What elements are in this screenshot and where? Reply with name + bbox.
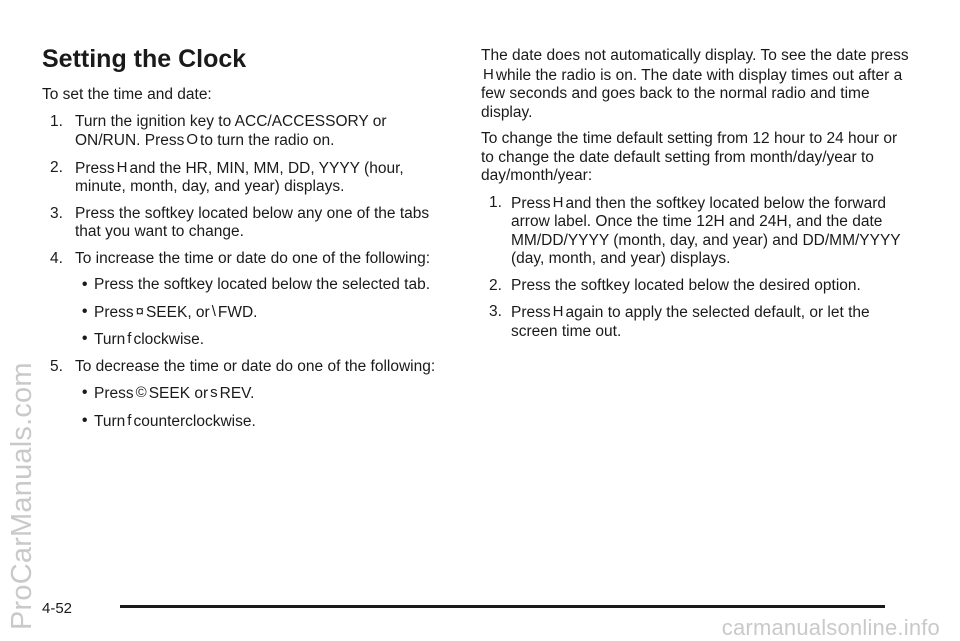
clock-icon: H <box>116 158 128 176</box>
bullet-item: • Turn f counterclockwise. <box>82 411 256 430</box>
step-4: 4. To increase the time or date do one of the following: <box>50 249 430 267</box>
bullet-dot: • <box>82 302 88 320</box>
bullet-dot: • <box>82 411 88 429</box>
page-number: 4-52 <box>42 600 73 617</box>
step-1: 1. Turn the ignition key to ACC/ACCESSORY or ON/RUN. Press O to turn the radio on. <box>50 112 387 149</box>
step-3: 3. Press the softkey located below any one of the tabs that you want to change. <box>50 204 430 240</box>
power-icon: O <box>186 131 199 148</box>
bullet-item: • Turn f clockwise. <box>82 330 205 348</box>
tune-knob-icon: f <box>127 411 132 429</box>
bullet-dot: • <box>82 276 88 293</box>
left-column <box>42 44 452 439</box>
side-watermark: ProCarManuals.com <box>6 362 38 630</box>
bullet-item: • Press © SEEK or s REV. <box>82 384 255 402</box>
step-5: 5. To decrease the time or date do one of the following: <box>50 357 436 375</box>
right-column <box>481 47 911 349</box>
right-step-2: 2. Press the softkey located below the desired option. <box>489 276 861 294</box>
clock-icon: H <box>552 193 564 211</box>
bullet-item: • Press the softkey located below the selected tab. <box>82 276 431 293</box>
tune-knob-icon: f <box>127 330 132 347</box>
step-2: 2. Press H and the HR, MIN, MM, DD, YYYY (hour, minute, month, day, and year) displays. <box>50 158 404 195</box>
bullet-dot: • <box>82 384 88 401</box>
default-setting-paragraph: To change the time default setting from 12 hour to 24 hour or to change the date default setting from month/day/year to day/month/year: <box>481 130 898 184</box>
clock-icon: H <box>483 65 494 83</box>
seek-back-icon: © <box>135 384 147 401</box>
right-step-1: 1. Press H and then the softkey located below the forward arrow label. Once the time 12H and 24H, and the date MM/DD/YYYY (month, day, and year) and DD/MM/YYYY (day, month, and year) displays. <box>489 193 901 267</box>
clock-icon: H <box>552 303 564 320</box>
date-display-paragraph: The date does not automatically display. To see the date pressH while the radio is on. The date with display times out after a few seconds and goes back to the normal radio and time display. <box>481 47 909 121</box>
bullet-dot: • <box>82 330 88 347</box>
rewind-icon: s <box>210 384 218 401</box>
bottom-watermark: carmanualsonline.info <box>721 615 940 640</box>
footer-rule <box>120 605 885 608</box>
intro-text: To set the time and date: <box>42 86 212 103</box>
fast-forward-icon: \ <box>211 302 216 320</box>
seek-forward-icon: ¤ <box>135 302 144 320</box>
right-step-3: 3. Press H again to apply the selected default, or let the screen time out. <box>489 303 870 340</box>
page-title: Setting the Clock <box>42 45 247 73</box>
bullet-item: • Press ¤ SEEK, or \ FWD. <box>82 302 258 321</box>
